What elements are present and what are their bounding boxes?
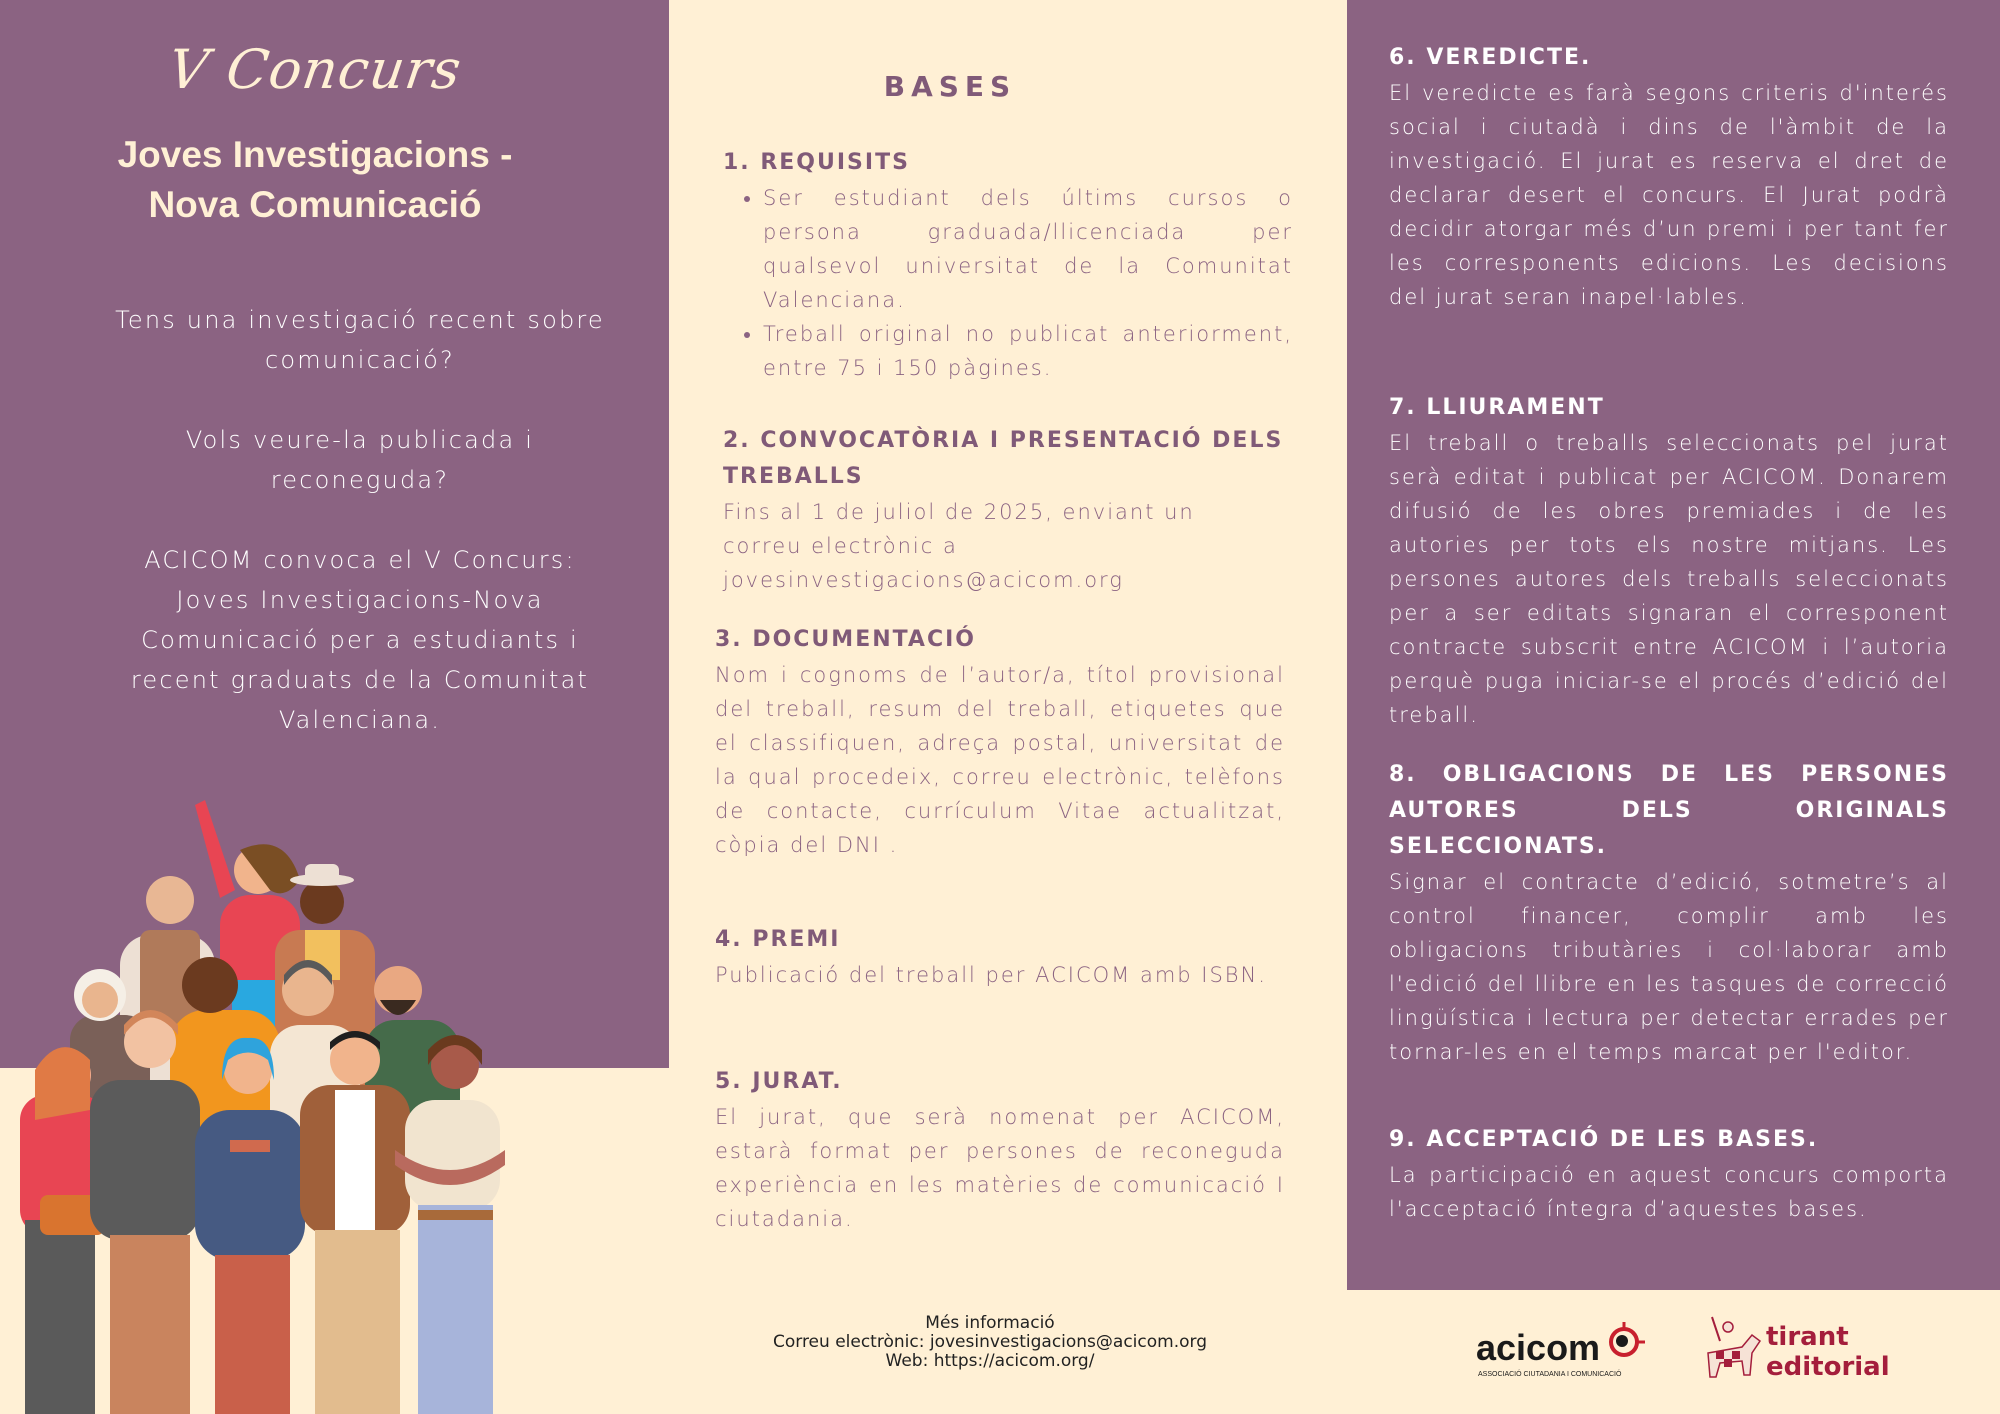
section-heading: 8. OBLIGACIONS DE LES PERSONES AUTORES DELS ORIGINALS SELECCIONATS. <box>1389 762 1949 859</box>
contest-edition-title: V Concurs <box>164 38 466 101</box>
section-body: Publicació del treball per ACICOM amb ISBN. <box>715 963 1267 987</box>
intro-announcement: ACICOM convoca el V Concurs: Joves Investigacions-Nova Comunicació per a estudiants i recent graduats de la Comunitat Valenciana. <box>130 546 590 734</box>
section-heading: 3. DOCUMENTACIÓ <box>715 627 976 652</box>
title-line-1: Joves Investigacions - <box>117 134 513 175</box>
section-veredicte <box>1389 40 1949 314</box>
contact-email[interactable]: Correu electrònic: jovesinvestigacions@acicom.org <box>772 1332 1207 1352</box>
section-obligacions <box>1389 757 1949 1069</box>
contact-info <box>700 1314 1280 1371</box>
requirement-item: • Treball original no publicat anteriorment, entre 75 i 150 pàgines. <box>763 317 1293 385</box>
contact-web[interactable]: Web: https://acicom.org/ <box>885 1351 1095 1371</box>
tirant-wordmark-line2: editorial <box>1766 1352 1890 1382</box>
title-line-2: Nova Comunicació <box>148 184 482 225</box>
tirant-wordmark-line1: tirant <box>1766 1322 1849 1352</box>
section-acceptacio <box>1389 1122 1949 1226</box>
contest-name-title <box>40 130 590 230</box>
section-premi <box>715 922 1285 992</box>
section-heading: 6. VEREDICTE. <box>1389 45 1592 70</box>
person-brown-jacket-man <box>300 1031 410 1414</box>
tirant-editorial-logo[interactable] <box>1690 1313 1890 1385</box>
section-convocatoria <box>723 423 1298 597</box>
intro-question-1: Tens una investigació recent sobre comunicació? <box>115 306 605 374</box>
acicom-logo[interactable] <box>1476 1320 1646 1382</box>
section-body: El treball o treballs seleccionats pel jurat serà editat i publicat per ACICOM. Donarem difusió de les obres premiades i de les autories per tots els nostre mitjans. Les persones autores dels treballs seleccionats per a ser editats signaran el corresponent contracte subscrit entre ACICOM i l’autoria perquè puga iniciar-se el procés d’edició del treball. <box>1389 431 1949 727</box>
intro-question-2: Vols veure-la publicada i reconeguda? <box>185 426 535 494</box>
knight-on-horse-icon <box>1708 1317 1760 1377</box>
acicom-eye-pupil <box>1616 1335 1628 1347</box>
section-lliurament <box>1389 390 1949 732</box>
section-heading: 4. PREMI <box>715 927 841 952</box>
section-jurat <box>715 1064 1285 1236</box>
section-body: El veredicte es farà segons criteris d'interés social i ciutadà i dins de l'àmbit de la investigació. El jurat es reserva el dret de declarar desert el concurs. El Jurat podrà decidir atorgar més d’un premi i per tant fer les corresponents edicions. Les decisions del jurat seran inapel·lables. <box>1389 81 1949 309</box>
section-requisits <box>723 145 1293 385</box>
section-body: Nom i cognoms de l’autor/a, títol provisional del treball, resum del treball, etiquetes que el classifiquen, adreça postal, universitat de la qual procedeix, correu electrònic, telèfons de contacte, currículum Vitae actualitzat, còpia del DNI . <box>715 663 1285 857</box>
section-body: Fins al 1 de juliol de 2025, enviant un correu electrònic a jovesinvestigacions@acicom.org <box>723 500 1195 592</box>
bases-heading: BASES <box>883 70 1017 103</box>
section-documentacio <box>715 622 1285 862</box>
section-body: El jurat, que serà nomenat per ACICOM, estarà format per persones de reconeguda experiència en les matèries de comunicació I ciutadania. <box>715 1105 1285 1231</box>
requirement-item: • Ser estudiant dels últims cursos o persona graduada/llicenciada per qualsevol universitat de la Comunitat Valenciana. <box>763 181 1293 317</box>
people-group-illustration <box>0 780 680 1414</box>
acicom-tagline: ASSOCIACIÓ CIUTADANIA I COMUNICACIÓ <box>1478 1371 1622 1378</box>
acicom-logo-wordmark: acicom <box>1476 1327 1601 1368</box>
contact-title: Més informació <box>925 1313 1055 1333</box>
section-heading: 5. JURAT. <box>715 1069 843 1094</box>
requirements-list <box>723 181 1293 385</box>
section-body: La participació en aquest concurs comporta l'acceptació íntegra d’aquestes bases. <box>1389 1163 1949 1221</box>
section-heading: 2. CONVOCATÒRIA I PRESENTACIÓ DELS TREBALLS <box>723 428 1284 489</box>
section-heading: 7. LLIURAMENT <box>1389 395 1605 420</box>
section-heading: 9. ACCEPTACIÓ DE LES BASES. <box>1389 1127 1819 1152</box>
section-body: Signar el contracte d’edició, sotmetre’s al control financer, complir amb les obligacions tributàries i col·laborar amb l'edició del llibre en les tasques de correcció lingüística i lectura per detectar errades per tornar-les en el temps marcat per l'editor. <box>1389 870 1949 1064</box>
section-heading: 1. REQUISITS <box>723 150 910 175</box>
